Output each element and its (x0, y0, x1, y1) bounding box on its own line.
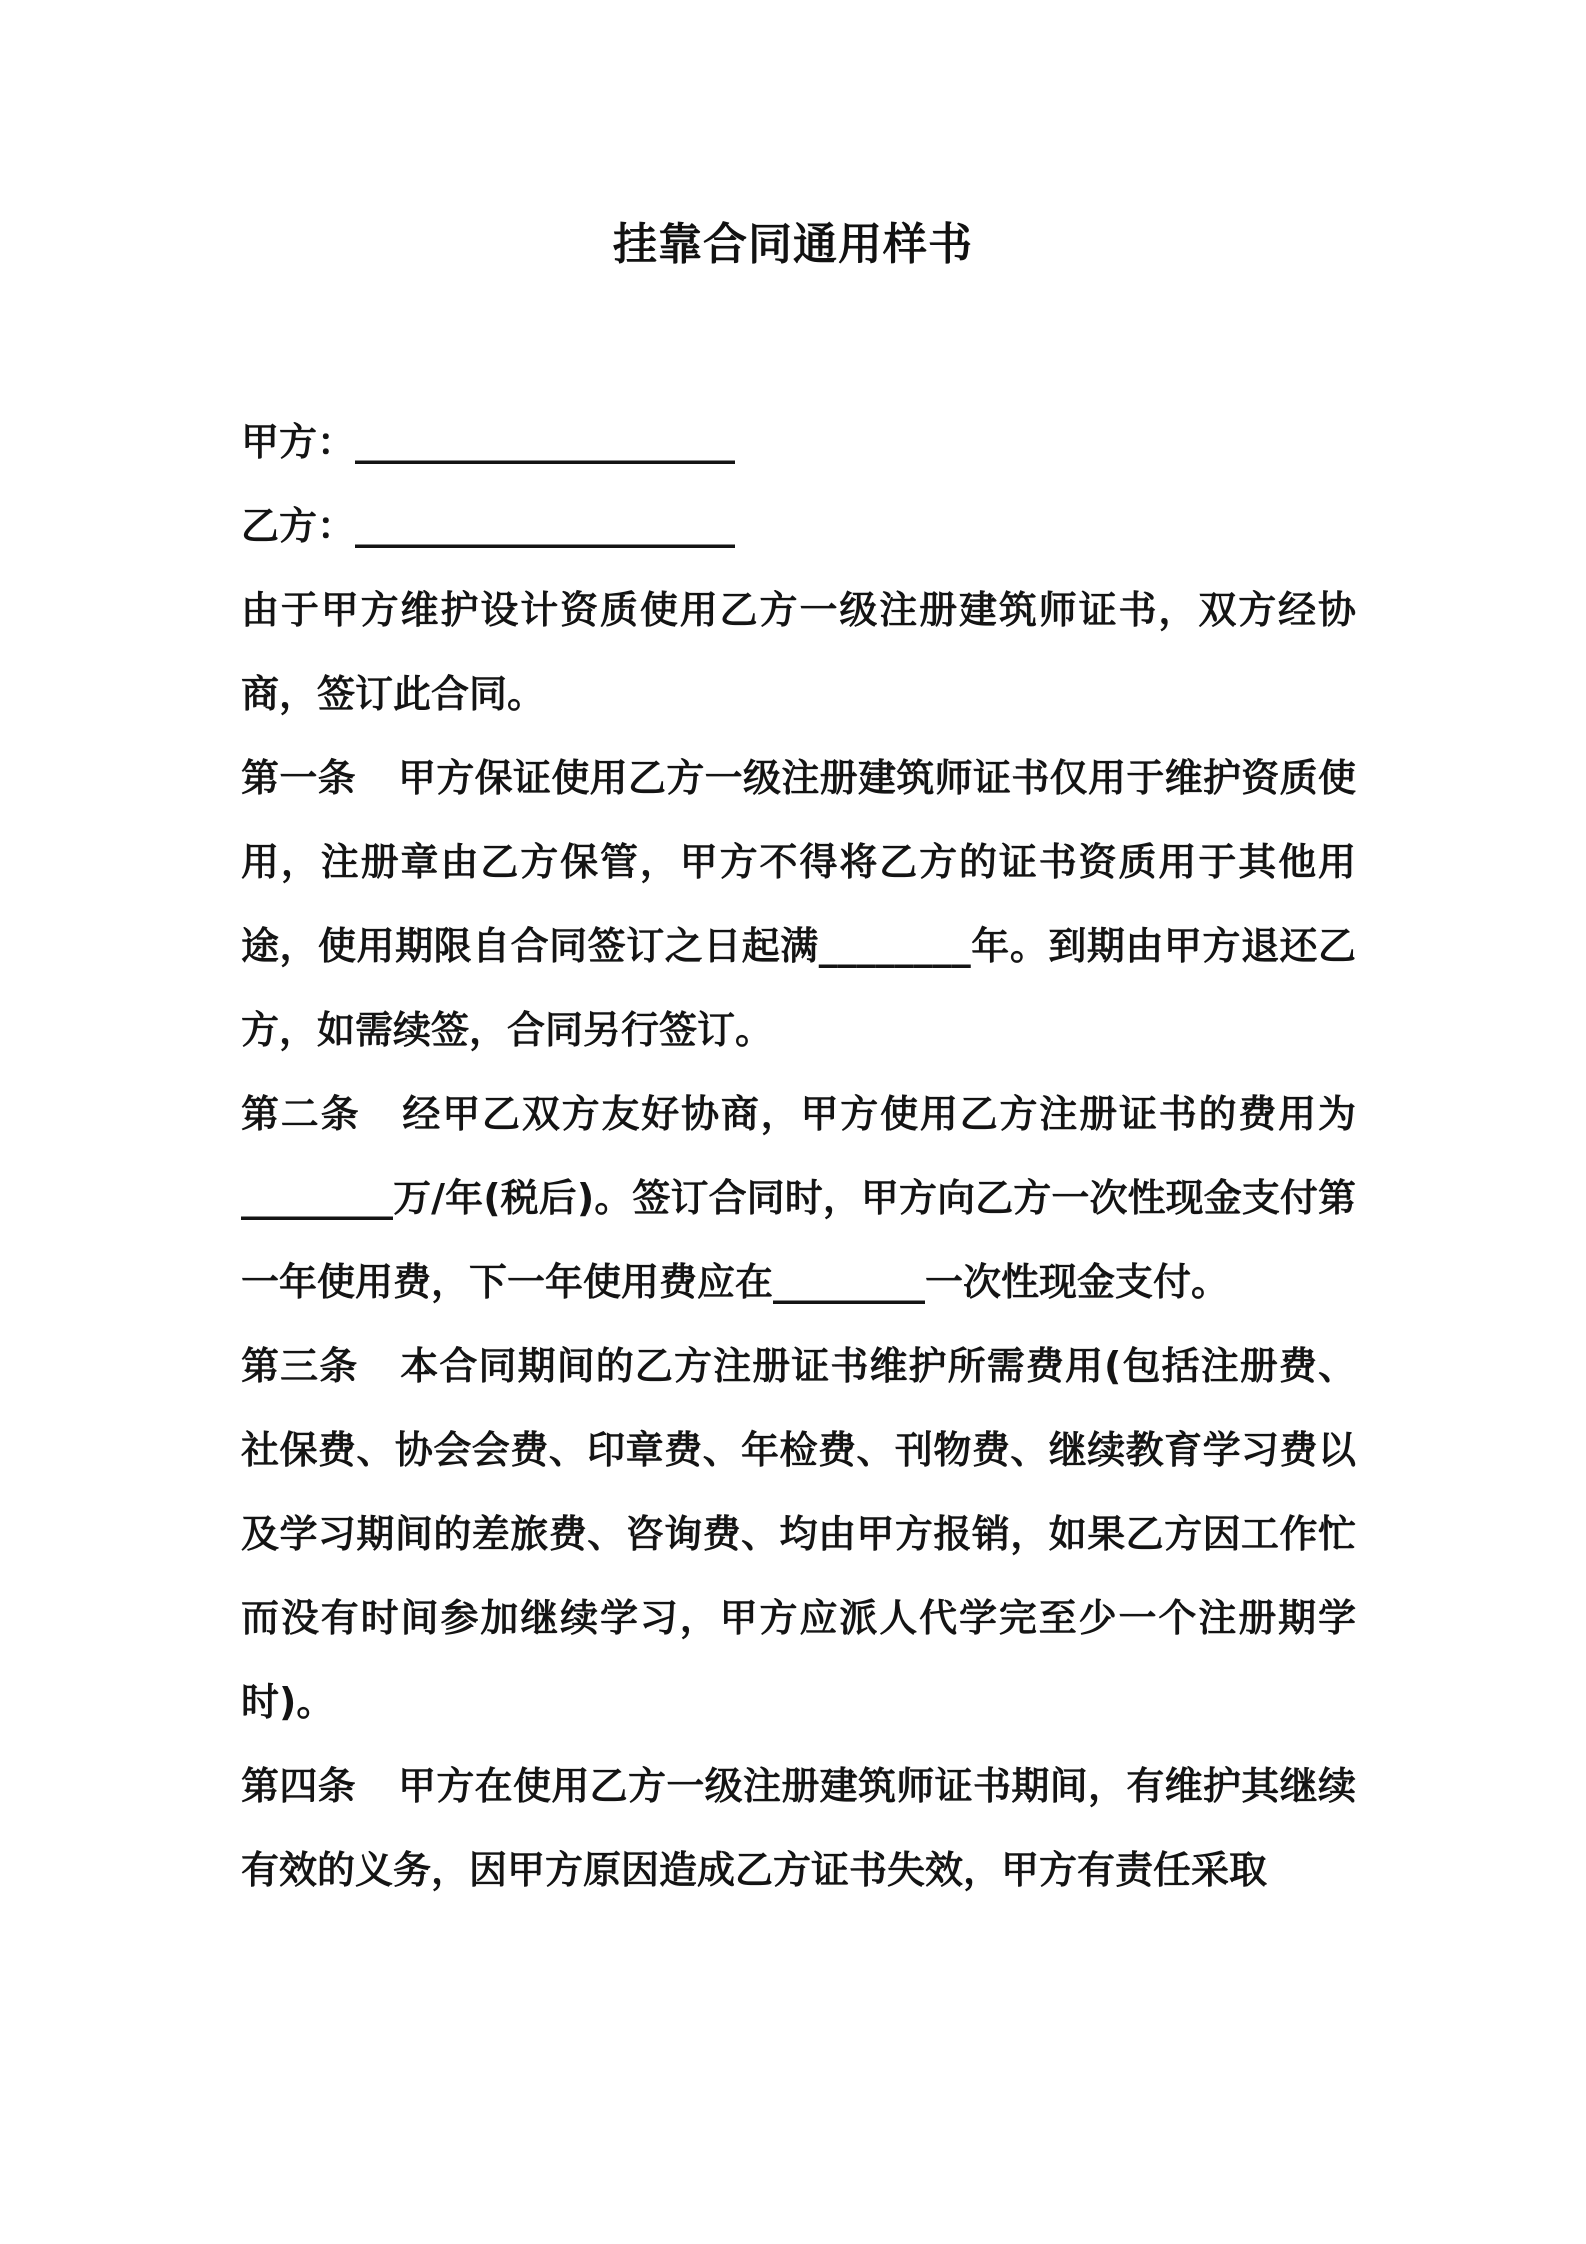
article-1-heading: 第一条 (241, 756, 356, 800)
article-3-heading: 第三条 (241, 1344, 359, 1388)
party-a-line: 甲方：____________________ (241, 420, 736, 464)
article-2-text: 经甲乙双方友好协商，甲方使用乙方注册证书的费用为________万/年(税后)。签订合同时，甲方向乙方一次性现金支付第一年使用费，下一年使用费应在________一次性现金支付。 (241, 1092, 1356, 1304)
article-2 (241, 1072, 1356, 1324)
article-4-heading: 第四条 (241, 1764, 356, 1808)
article-1 (241, 736, 1356, 1072)
contract-body (241, 400, 1356, 1912)
article-2-heading: 第二条 (241, 1092, 361, 1136)
article-4-text: 甲方在使用乙方一级注册建筑师证书期间，有维护其继续有效的义务，因甲方原因造成乙方证书失效，甲方有责任采取 (241, 1764, 1356, 1892)
party-b-line: 乙方：____________________ (241, 504, 736, 548)
article-1-text: 甲方保证使用乙方一级注册建筑师证书仅用于维护资质使用，注册章由乙方保管，甲方不得将乙方的证书资质用于其他用途，使用期限自合同签订之日起满________年。到期由甲方退还乙方，如需续签，合同另行签订。 (241, 756, 1356, 1052)
article-3 (241, 1324, 1356, 1744)
preamble-paragraph: 由于甲方维护设计资质使用乙方一级注册建筑师证书，双方经协商，签订此合同。 (241, 588, 1356, 716)
article-4 (241, 1744, 1356, 1912)
article-3-text: 本合同期间的乙方注册证书维护所需费用(包括注册费、社保费、协会会费、印章费、年检费、刊物费、继续教育学习费以及学习期间的差旅费、咨询费、均由甲方报销，如果乙方因工作忙而没有时间参加继续学习，甲方应派人代学完至少一个注册期学时)。 (241, 1344, 1356, 1724)
document-title: 挂靠合同通用样书 (613, 219, 973, 270)
